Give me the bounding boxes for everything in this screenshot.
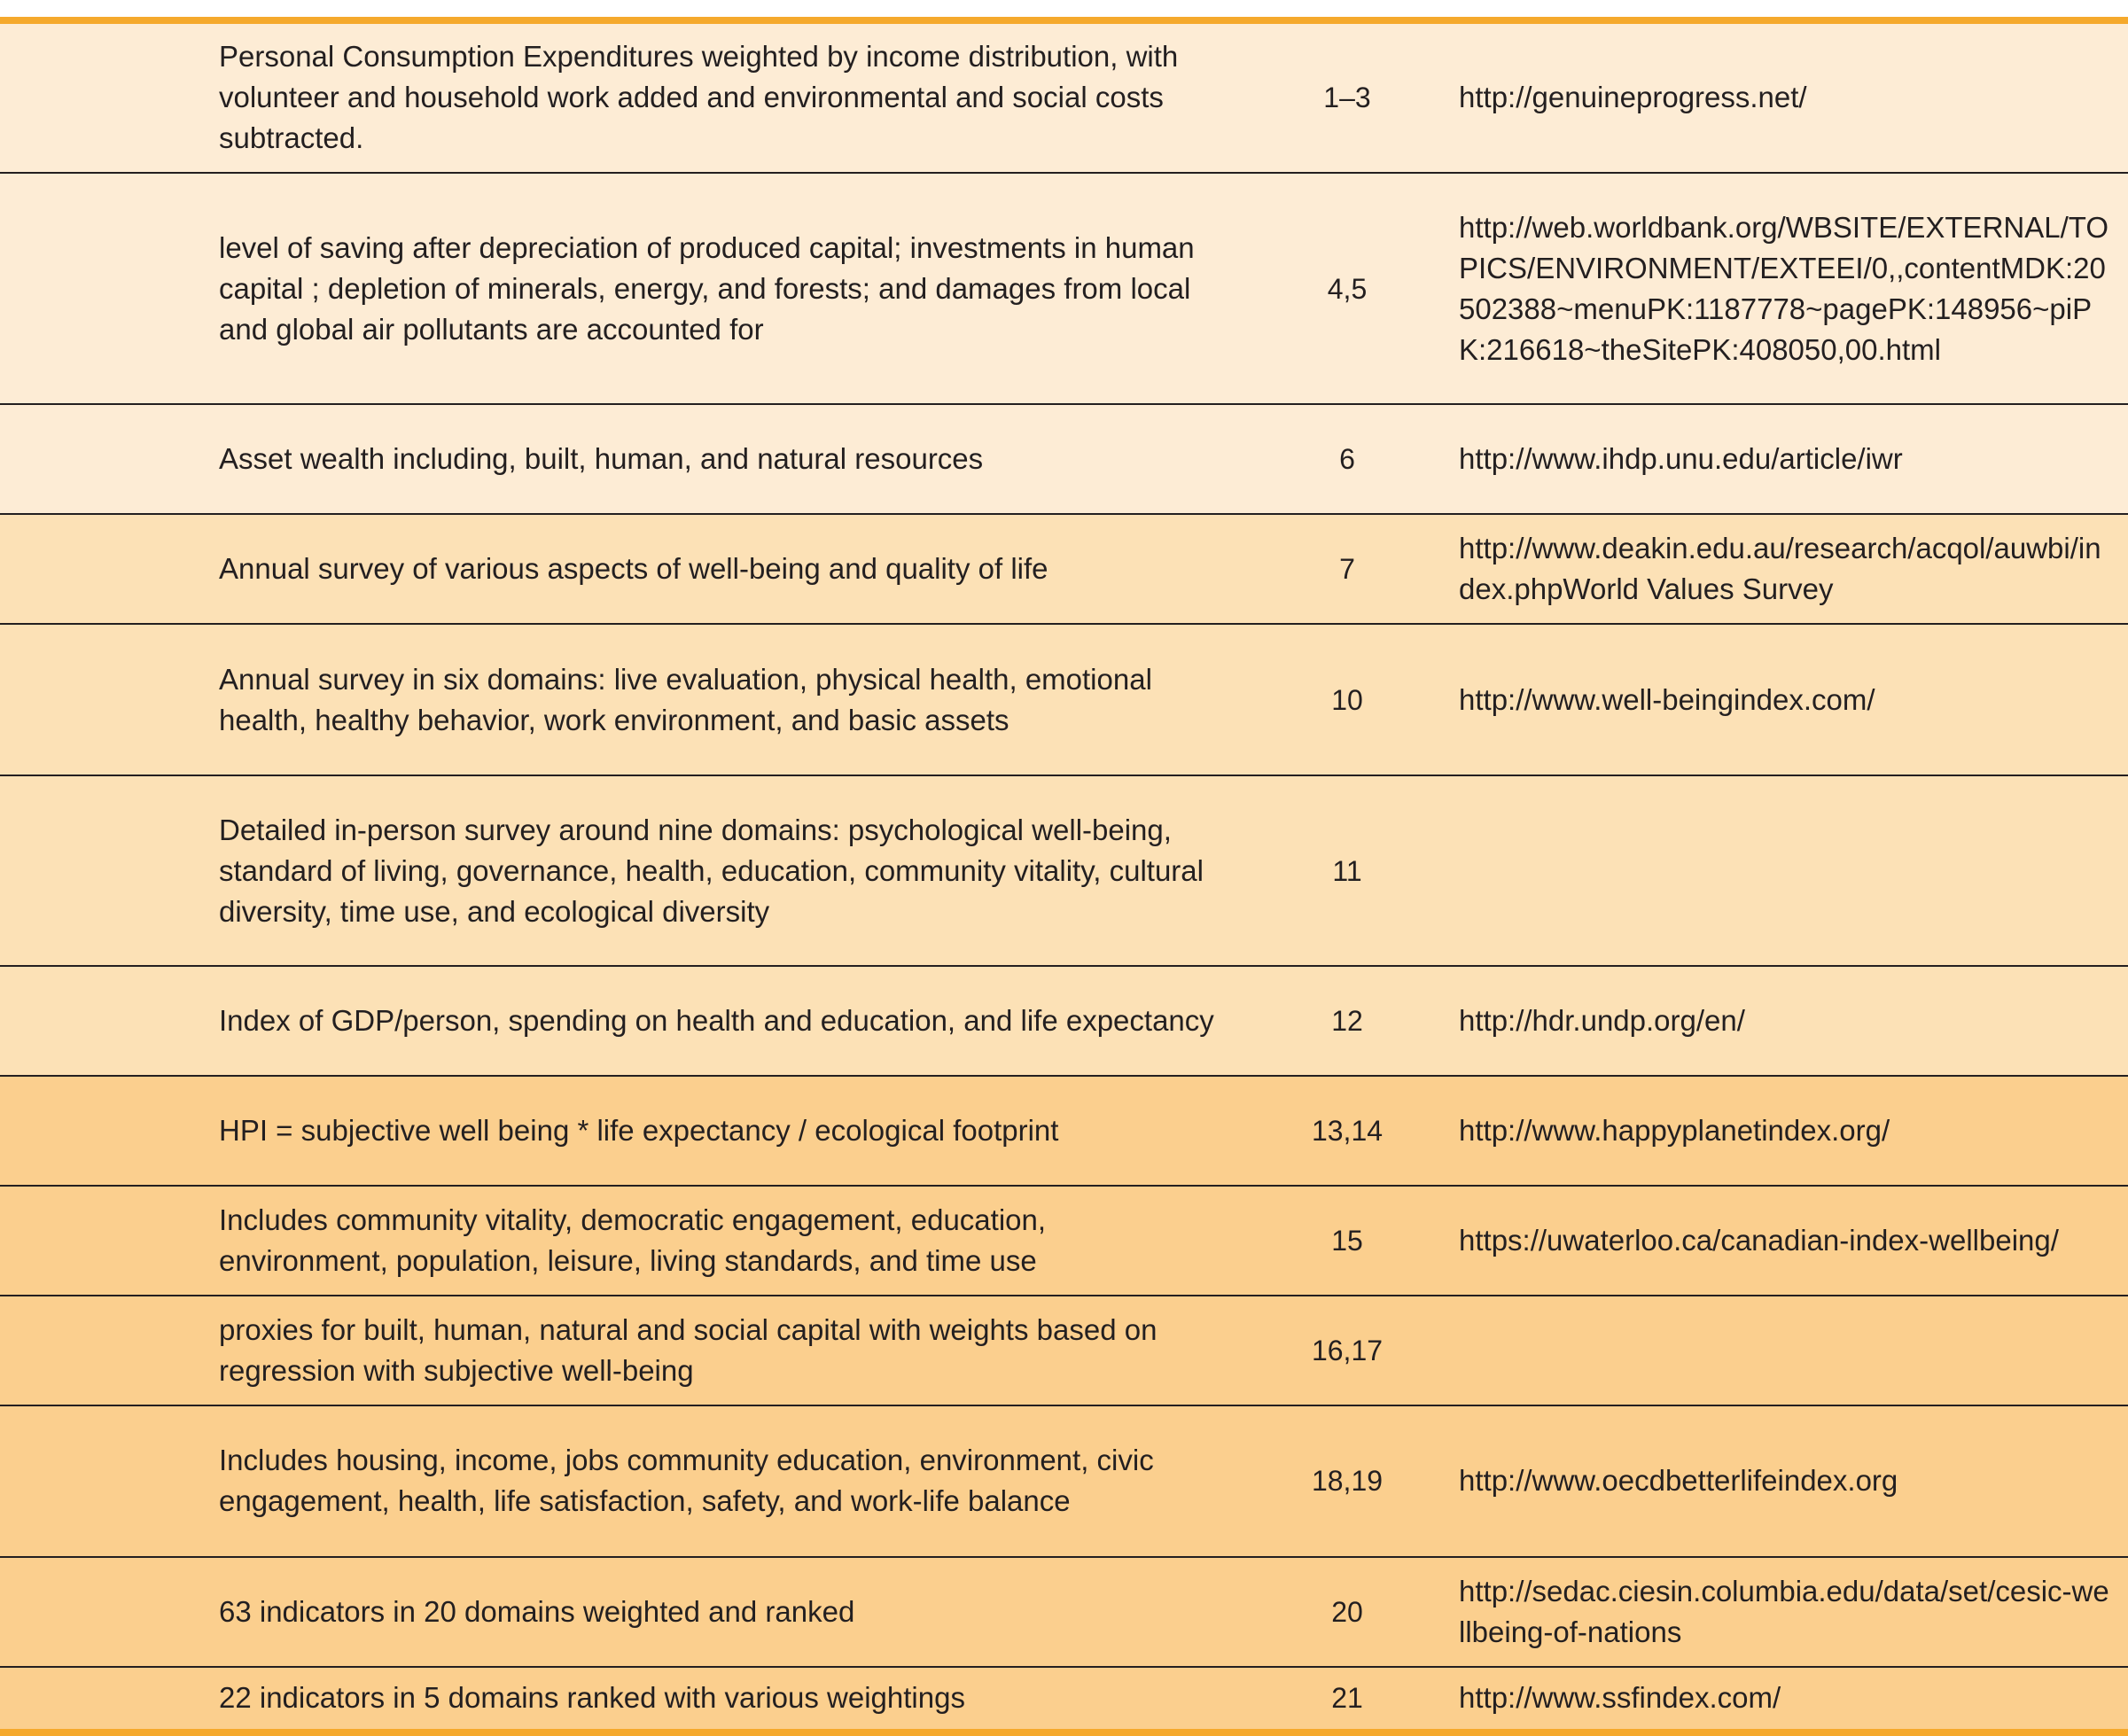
- url-link[interactable]: http://www.deakin.edu.au/research/acqol/auwbi/index.phpWorld Values Survey: [1459, 532, 2101, 606]
- reference-cell: 12: [1331, 1005, 1363, 1038]
- table-row: [0, 24, 2128, 174]
- description-cell: Asset wealth including, built, human, and natural resources: [219, 442, 984, 476]
- reference-cell: 11: [1332, 854, 1362, 887]
- reference-cell: 7: [1339, 553, 1355, 586]
- reference-cell: 1–3: [1323, 82, 1371, 114]
- table-row: [0, 1296, 2128, 1406]
- description-cell: 63 indicators in 20 domains weighted and ranked: [219, 1594, 855, 1628]
- table-row: [0, 515, 2128, 625]
- table-row: [0, 1077, 2128, 1187]
- description-cell: Annual survey of various aspects of well-being and quality of life: [219, 552, 1048, 586]
- indicator-table: [0, 17, 2128, 1736]
- description-cell: Includes community vitality, democratic engagement, education, environment, population, leisure, living standards, and time use: [219, 1203, 1047, 1278]
- url-link[interactable]: http://web.worldbank.org/WBSITE/EXTERNAL/TOPICS/ENVIRONMENT/EXTEEI/0,,contentMDK:20502388~menuPK:1187778~pagePK:148956~piPK:216618~theSitePK:408050,00.html: [1459, 210, 2109, 366]
- reference-cell: 21: [1331, 1682, 1363, 1715]
- table-row: [0, 1406, 2128, 1558]
- table-row: [0, 405, 2128, 515]
- table-row: [0, 1668, 2128, 1729]
- url-link[interactable]: http://www.well-beingindex.com/: [1459, 682, 1875, 716]
- description-cell: level of saving after depreciation of produced capital; investments in human capital ; depletion of minerals, energy, and forests; and damages from local and global air pollutants are accounted for: [219, 230, 1195, 346]
- table-row: [0, 625, 2128, 776]
- url-link[interactable]: http://www.oecdbetterlifeindex.org: [1459, 1464, 1898, 1498]
- url-link[interactable]: http://genuineprogress.net/: [1459, 81, 1807, 114]
- table-row: [0, 967, 2128, 1077]
- description-cell: Personal Consumption Expenditures weighted by income distribution, with volunteer and household work added and environmental and social costs subtracted.: [219, 40, 1179, 155]
- table-row: [0, 776, 2128, 967]
- reference-cell: 6: [1339, 443, 1355, 476]
- description-cell: 22 indicators in 5 domains ranked with various weightings: [219, 1681, 965, 1715]
- url-link[interactable]: http://sedac.ciesin.columbia.edu/data/set/cesic-wellbeing-of-nations: [1459, 1574, 2109, 1648]
- reference-cell: 13,14: [1311, 1115, 1384, 1148]
- reference-cell: 20: [1331, 1595, 1363, 1628]
- description-cell: Includes housing, income, jobs community education, environment, civic engagement, health, life satisfaction, safety, and work-life balance: [219, 1444, 1154, 1518]
- description-cell: Annual survey in six domains: live evaluation, physical health, emotional health, healthy behavior, work environment, and basic assets: [219, 662, 1152, 736]
- table-row: [0, 1558, 2128, 1668]
- description-cell: HPI = subjective well being * life expectancy / ecological footprint: [219, 1114, 1059, 1148]
- reference-cell: 18,19: [1311, 1465, 1384, 1498]
- table-row: [0, 1187, 2128, 1296]
- url-link[interactable]: http://www.ihdp.unu.edu/article/iwr: [1459, 442, 1903, 476]
- reference-cell: 15: [1331, 1225, 1363, 1257]
- url-link[interactable]: http://hdr.undp.org/en/: [1459, 1004, 1745, 1038]
- table-row: [0, 174, 2128, 406]
- description-cell: Index of GDP/person, spending on health and education, and life expectancy: [219, 1004, 1214, 1038]
- url-link[interactable]: http://www.happyplanetindex.org/: [1459, 1114, 1890, 1148]
- reference-cell: 4,5: [1327, 272, 1368, 305]
- reference-cell: 10: [1331, 683, 1363, 716]
- description-cell: Detailed in-person survey around nine domains: psychological well-being, standard of living, governance, health, education, community vitality, cultural diversity, time use, and ecological diversity: [219, 813, 1204, 928]
- url-link[interactable]: http://www.ssfindex.com/: [1459, 1681, 1781, 1715]
- url-link[interactable]: https://uwaterloo.ca/canadian-index-wellbeing/: [1459, 1224, 2059, 1257]
- description-cell: proxies for built, human, natural and social capital with weights based on regression with subjective well-being: [219, 1313, 1158, 1388]
- reference-cell: 16,17: [1311, 1335, 1384, 1367]
